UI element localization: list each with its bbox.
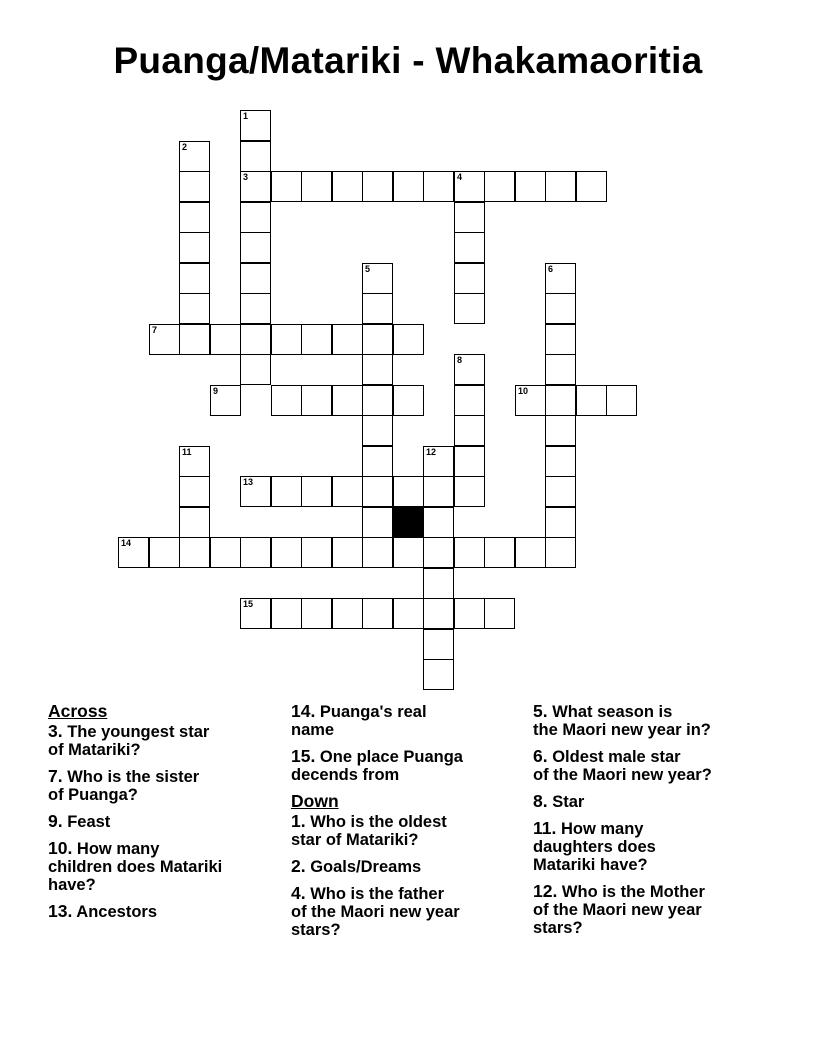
- grid-cell[interactable]: [423, 507, 454, 538]
- grid-cell[interactable]: [393, 324, 424, 355]
- grid-cell[interactable]: [545, 385, 576, 416]
- grid-cell[interactable]: [454, 476, 485, 507]
- grid-cell[interactable]: [240, 202, 271, 233]
- grid-cell[interactable]: [545, 507, 576, 538]
- grid-cell[interactable]: [332, 598, 363, 629]
- grid-cell[interactable]: [240, 324, 271, 355]
- grid-cell[interactable]: [240, 354, 271, 385]
- grid-cell[interactable]: [393, 537, 424, 568]
- grid-cell[interactable]: [210, 385, 241, 416]
- grid-cell[interactable]: [301, 537, 332, 568]
- grid-cell[interactable]: [484, 598, 515, 629]
- grid-cell[interactable]: [179, 537, 210, 568]
- grid-cell[interactable]: [179, 202, 210, 233]
- clue-number: 3.: [48, 721, 63, 741]
- clue-number: 2: [182, 142, 188, 152]
- clue-number: 14: [121, 538, 132, 548]
- clue-number: 4: [457, 172, 463, 182]
- grid-cell[interactable]: [332, 476, 363, 507]
- grid-cell[interactable]: [240, 141, 271, 172]
- grid-cell[interactable]: [362, 171, 393, 202]
- grid-cell[interactable]: [362, 537, 393, 568]
- grid-cell[interactable]: [301, 598, 332, 629]
- grid-cell[interactable]: [545, 263, 576, 294]
- clue: [291, 884, 523, 939]
- grid-cell[interactable]: [179, 324, 210, 355]
- grid-cell[interactable]: [179, 232, 210, 263]
- clue-number: 1.: [291, 811, 306, 831]
- grid-cell[interactable]: [362, 324, 393, 355]
- grid-cell[interactable]: [423, 446, 454, 477]
- grid-cell[interactable]: [393, 598, 424, 629]
- clue: [291, 747, 523, 784]
- grid-cell[interactable]: [454, 446, 485, 477]
- grid-cell[interactable]: [301, 385, 332, 416]
- clue-number: 15.: [291, 746, 316, 766]
- clue: [48, 767, 280, 804]
- grid-cell[interactable]: [454, 415, 485, 446]
- clue-number: 13.: [48, 901, 73, 921]
- down-clue-list-2: [533, 702, 783, 937]
- grid-cell[interactable]: [332, 171, 363, 202]
- grid-cell[interactable]: [454, 263, 485, 294]
- grid-cell[interactable]: [240, 476, 271, 507]
- clue-number: 10.: [48, 838, 73, 858]
- grid-cell[interactable]: [545, 324, 576, 355]
- clue-number: 10: [518, 386, 529, 396]
- grid-cell[interactable]: [240, 232, 271, 263]
- clue-text: How many children does Matariki have?: [48, 840, 223, 894]
- grid-cell[interactable]: [393, 171, 424, 202]
- clue: [533, 882, 783, 937]
- clue-number: 11: [182, 447, 192, 457]
- grid-cell[interactable]: [332, 324, 363, 355]
- grid-cell[interactable]: [240, 110, 271, 141]
- grid-cell[interactable]: [454, 385, 485, 416]
- clue-column-2: [291, 702, 523, 947]
- grid-cell[interactable]: [454, 171, 485, 202]
- grid-cell[interactable]: [301, 171, 332, 202]
- grid-cell[interactable]: [484, 537, 515, 568]
- grid-cell[interactable]: [362, 476, 393, 507]
- grid-cell[interactable]: [454, 537, 485, 568]
- grid-cell[interactable]: [240, 598, 271, 629]
- grid-cell[interactable]: [271, 476, 302, 507]
- grid-cell[interactable]: [393, 476, 424, 507]
- clue-number: 15: [243, 599, 254, 609]
- clue: [48, 839, 280, 894]
- clue-number: 12.: [533, 881, 558, 901]
- grid-cell[interactable]: [423, 568, 454, 599]
- grid-cell[interactable]: [179, 446, 210, 477]
- clue: [533, 702, 783, 739]
- clue-number: 12: [426, 447, 437, 457]
- clue-number: 6: [548, 264, 554, 274]
- grid-cell[interactable]: [271, 324, 302, 355]
- clue-text: Who is the oldest star of Matariki?: [291, 813, 447, 849]
- grid-cell[interactable]: [393, 385, 424, 416]
- grid-cell[interactable]: [301, 324, 332, 355]
- grid-cell[interactable]: [240, 263, 271, 294]
- grid-cell[interactable]: [240, 537, 271, 568]
- clue-number: 9.: [48, 811, 63, 831]
- clue-text: Goals/Dreams: [305, 858, 422, 876]
- grid-cell[interactable]: [271, 171, 302, 202]
- page-title: Puanga/Matariki - Whakamaoritia: [113, 40, 703, 81]
- grid-cell[interactable]: [149, 537, 180, 568]
- clue: [291, 857, 523, 876]
- clue: [48, 902, 280, 921]
- clue-text: Who is the Mother of the Maori new year stars?: [533, 883, 705, 937]
- grid-cell[interactable]: [362, 415, 393, 446]
- clue-text: The youngest star of Matariki?: [48, 723, 210, 759]
- clue: [533, 819, 783, 874]
- grid-cell[interactable]: [149, 324, 180, 355]
- clue-number: 7.: [48, 766, 63, 786]
- clue-text: What season is the Maori new year in?: [533, 703, 711, 739]
- grid-cell[interactable]: [362, 598, 393, 629]
- clue-number: 7: [152, 325, 158, 335]
- grid-cell[interactable]: [332, 385, 363, 416]
- grid-cell[interactable]: [423, 537, 454, 568]
- grid-cell[interactable]: [545, 354, 576, 385]
- grid-cell[interactable]: [606, 385, 637, 416]
- grid-cell[interactable]: [423, 476, 454, 507]
- grid-cell[interactable]: [423, 171, 454, 202]
- clue-text: How many daughters does Matariki have?: [533, 820, 656, 874]
- clue: [48, 812, 280, 831]
- clue-text: One place Puanga decends from: [291, 748, 463, 784]
- grid-cell[interactable]: [454, 232, 485, 263]
- across-clue-list-1: [48, 722, 280, 921]
- grid-cell[interactable]: [545, 446, 576, 477]
- clue-text: Puanga's real name: [291, 703, 427, 739]
- grid-cell[interactable]: [271, 598, 302, 629]
- grid-cell[interactable]: [515, 537, 546, 568]
- grid-cell[interactable]: [362, 446, 393, 477]
- grid-cell[interactable]: [362, 507, 393, 538]
- clue-number: 13: [243, 477, 254, 487]
- clue: [533, 747, 783, 784]
- grid-cell[interactable]: [271, 537, 302, 568]
- grid-cell[interactable]: [545, 293, 576, 324]
- clue-text: Who is the sister of Puanga?: [48, 768, 200, 804]
- grid-cell[interactable]: [179, 141, 210, 172]
- clue-number: 5: [365, 264, 371, 274]
- clue-number: 8: [457, 355, 463, 365]
- grid-cell[interactable]: [545, 171, 576, 202]
- grid-cell[interactable]: [240, 293, 271, 324]
- grid-cell[interactable]: [362, 354, 393, 385]
- grid-cell[interactable]: [576, 171, 607, 202]
- clue-number: 8.: [533, 791, 548, 811]
- clue-number: 3: [243, 172, 249, 182]
- clue: [291, 702, 523, 739]
- grid-cell[interactable]: [362, 293, 393, 324]
- clue-text: Feast: [62, 813, 111, 831]
- grid-cell[interactable]: [210, 537, 241, 568]
- across-heading: Across: [48, 701, 108, 721]
- clue-number: 6.: [533, 746, 548, 766]
- clue-number: 14.: [291, 701, 316, 721]
- clue-text: Ancestors: [72, 903, 157, 921]
- grid-cell[interactable]: [179, 171, 210, 202]
- clue-number: 5.: [533, 701, 548, 721]
- grid-cell[interactable]: [423, 659, 454, 690]
- grid-cell[interactable]: [454, 293, 485, 324]
- down-heading: Down: [291, 791, 339, 811]
- clue-number: 4.: [291, 883, 306, 903]
- grid-cell[interactable]: [454, 354, 485, 385]
- grid-cell[interactable]: [362, 385, 393, 416]
- grid-cell[interactable]: [240, 171, 271, 202]
- grid-cell[interactable]: [454, 202, 485, 233]
- clue-column-3: [533, 702, 783, 945]
- clue: [291, 812, 523, 849]
- clue-text: Oldest male star of the Maori new year?: [533, 748, 712, 784]
- grid-cell[interactable]: [545, 415, 576, 446]
- grid-cell[interactable]: [423, 598, 454, 629]
- grid-cell[interactable]: [454, 598, 485, 629]
- clue-number: 9: [213, 386, 219, 396]
- clue-number: 2.: [291, 856, 306, 876]
- clue-text: Star: [547, 793, 585, 811]
- clue-column-1: [48, 702, 280, 929]
- grid-cell[interactable]: [271, 385, 302, 416]
- grid-cell[interactable]: [515, 385, 546, 416]
- grid-cell[interactable]: [484, 171, 515, 202]
- black-square: [393, 507, 424, 538]
- clue-text: Who is the father of the Maori new year stars?: [291, 885, 460, 939]
- grid-cell[interactable]: [301, 476, 332, 507]
- clue: [533, 792, 783, 811]
- clue-number: 1: [243, 111, 249, 121]
- grid-cell[interactable]: [423, 629, 454, 660]
- grid-cell[interactable]: [576, 385, 607, 416]
- grid-cell[interactable]: [362, 263, 393, 294]
- clue-number: 11.: [533, 818, 557, 838]
- grid-cell[interactable]: [179, 476, 210, 507]
- grid-cell[interactable]: [179, 507, 210, 538]
- grid-cell[interactable]: [118, 537, 149, 568]
- grid-cell[interactable]: [545, 476, 576, 507]
- clue: [48, 722, 280, 759]
- grid-cell[interactable]: [515, 171, 546, 202]
- grid-cell[interactable]: [545, 537, 576, 568]
- down-clue-list-1: [291, 812, 523, 939]
- grid-cell[interactable]: [210, 324, 241, 355]
- across-clue-list-2: [291, 702, 523, 784]
- grid-cell[interactable]: [332, 537, 363, 568]
- grid-cell[interactable]: [179, 263, 210, 294]
- grid-cell[interactable]: [179, 293, 210, 324]
